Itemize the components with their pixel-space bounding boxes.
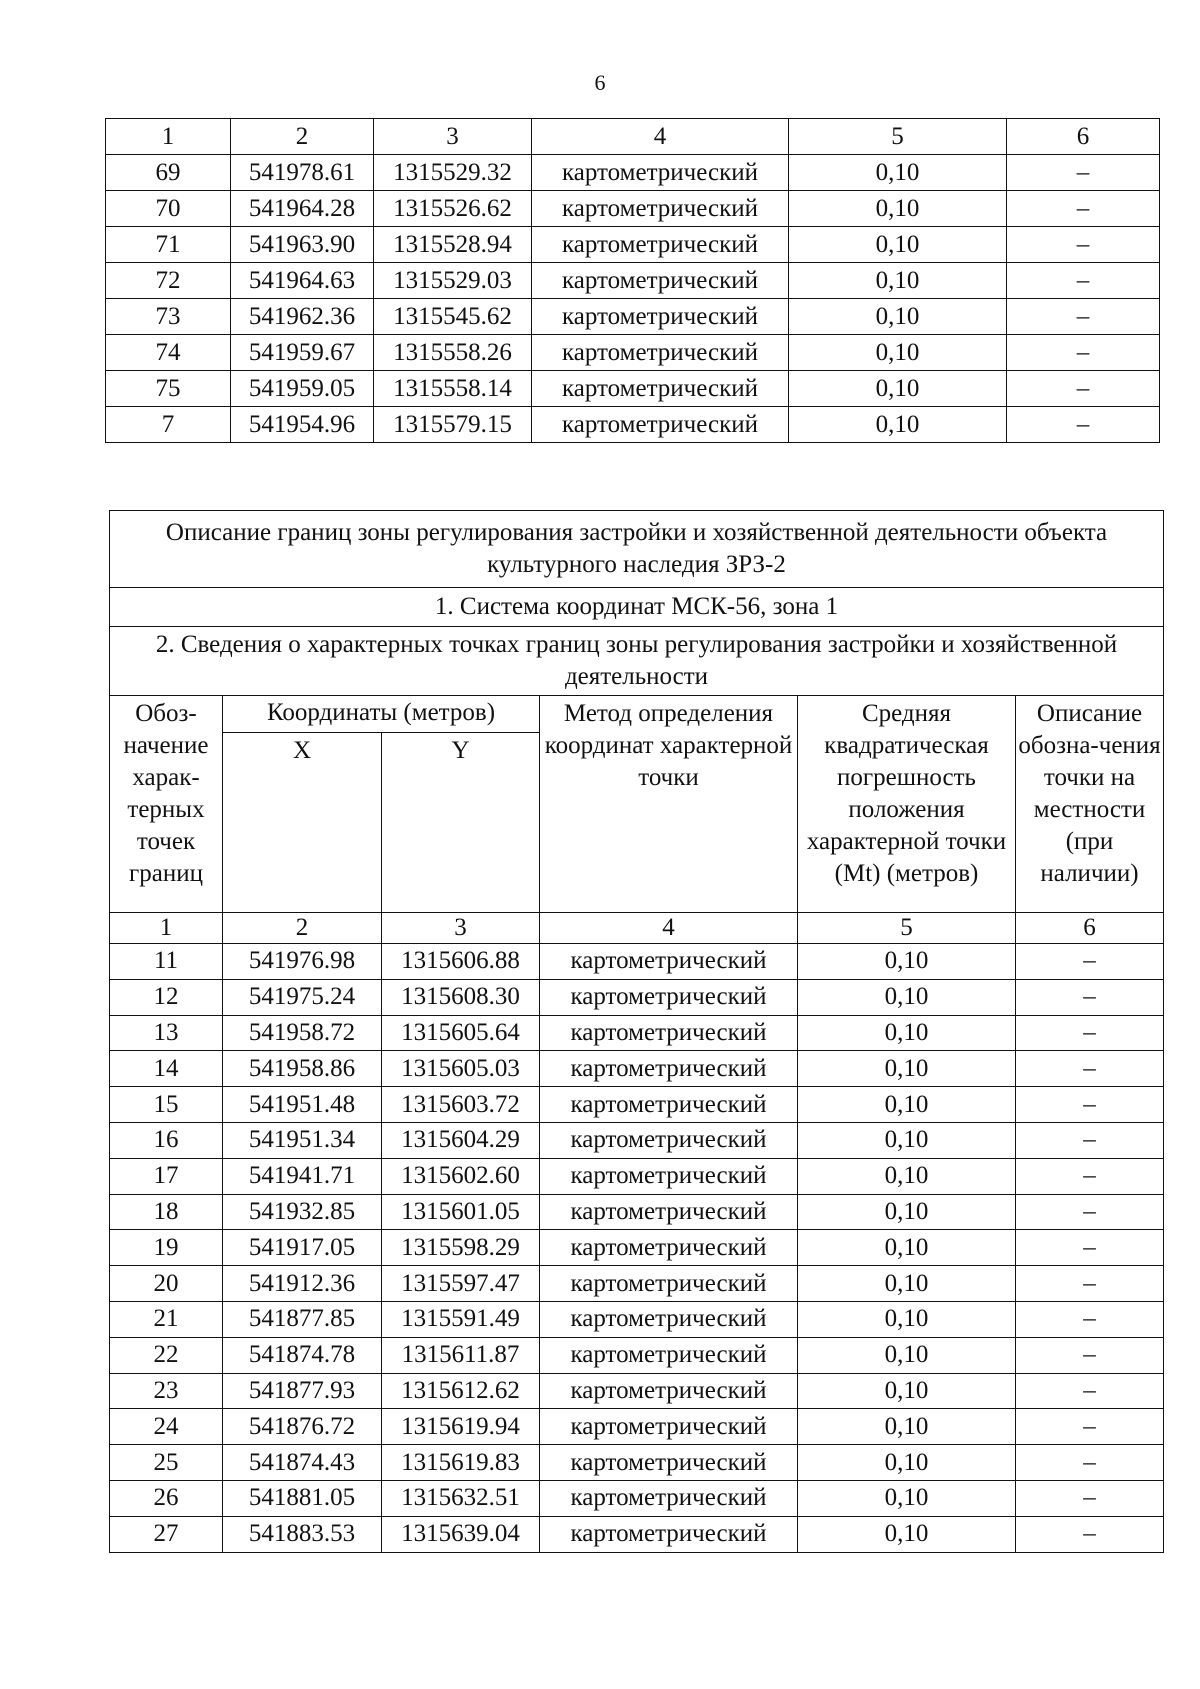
x-cell: 541963.90 — [231, 227, 374, 263]
point-cell: 70 — [106, 191, 231, 227]
column-index: 2 — [223, 913, 382, 944]
error-cell: 0,10 — [798, 1445, 1016, 1481]
x-cell: 541958.86 — [223, 1051, 382, 1087]
y-cell: 1315526.62 — [374, 191, 532, 227]
column-index: 6 — [1016, 913, 1164, 944]
table-row — [110, 1301, 1164, 1337]
point-cell: 20 — [110, 1266, 223, 1302]
point-cell: 24 — [110, 1409, 223, 1445]
header-point: Обоз-начение харак-терных точек границ — [110, 696, 223, 913]
method-cell: картометрический — [532, 227, 789, 263]
y-cell: 1315608.30 — [382, 979, 540, 1015]
y-cell: 1315604.29 — [382, 1122, 540, 1158]
point-cell: 14 — [110, 1051, 223, 1087]
description-cell: – — [1016, 1337, 1164, 1373]
method-cell: картометрический — [532, 263, 789, 299]
point-cell: 73 — [106, 299, 231, 335]
error-cell: 0,10 — [798, 1015, 1016, 1051]
method-cell: картометрический — [540, 979, 798, 1015]
point-cell: 23 — [110, 1373, 223, 1409]
description-cell: – — [1016, 1301, 1164, 1337]
point-cell: 74 — [106, 335, 231, 371]
error-cell: 0,10 — [798, 944, 1016, 980]
method-cell: картометрический — [532, 371, 789, 407]
error-cell: 0,10 — [789, 299, 1007, 335]
method-cell: картометрический — [540, 1158, 798, 1194]
description-cell: – — [1007, 407, 1160, 443]
point-cell: 26 — [110, 1480, 223, 1516]
x-cell: 541883.53 — [223, 1516, 382, 1552]
table-body — [110, 944, 1164, 1553]
x-cell: 541874.43 — [223, 1445, 382, 1481]
description-cell: – — [1016, 1409, 1164, 1445]
description-cell: – — [1016, 944, 1164, 980]
error-cell: 0,10 — [789, 263, 1007, 299]
error-cell: 0,10 — [798, 1194, 1016, 1230]
table-row — [110, 1230, 1164, 1266]
y-cell: 1315528.94 — [374, 227, 532, 263]
y-cell: 1315529.03 — [374, 263, 532, 299]
column-index: 5 — [798, 913, 1016, 944]
table-row — [110, 1122, 1164, 1158]
method-cell: картометрический — [540, 1194, 798, 1230]
point-cell: 18 — [110, 1194, 223, 1230]
table-row — [106, 335, 1160, 371]
header-error: Средняя квадратическая погрешность положения характерной точки (Mt) (метров) — [798, 696, 1016, 913]
column-index: 3 — [382, 913, 540, 944]
y-cell: 1315529.32 — [374, 155, 532, 191]
header-method: Метод определения координат характерной точки — [540, 696, 798, 913]
table-row — [110, 1445, 1164, 1481]
description-cell: – — [1007, 227, 1160, 263]
table-row — [106, 371, 1160, 407]
x-cell: 541959.05 — [231, 371, 374, 407]
error-cell: 0,10 — [798, 1266, 1016, 1302]
x-cell: 541964.63 — [231, 263, 374, 299]
x-cell: 541874.78 — [223, 1337, 382, 1373]
y-cell: 1315597.47 — [382, 1266, 540, 1302]
table-row — [110, 944, 1164, 980]
table-row — [106, 155, 1160, 191]
y-cell: 1315558.26 — [374, 335, 532, 371]
column-index: 1 — [106, 119, 231, 155]
method-cell: картометрический — [532, 407, 789, 443]
point-cell: 17 — [110, 1158, 223, 1194]
y-cell: 1315612.62 — [382, 1373, 540, 1409]
table-row — [110, 1373, 1164, 1409]
y-cell: 1315639.04 — [382, 1516, 540, 1552]
error-cell: 0,10 — [798, 1158, 1016, 1194]
error-cell: 0,10 — [798, 1516, 1016, 1552]
x-cell: 541958.72 — [223, 1015, 382, 1051]
method-cell: картометрический — [540, 1445, 798, 1481]
table-row — [110, 1015, 1164, 1051]
point-cell: 69 — [106, 155, 231, 191]
description-cell: – — [1007, 371, 1160, 407]
table-row — [110, 979, 1164, 1015]
x-cell: 541932.85 — [223, 1194, 382, 1230]
method-cell: картометрический — [532, 155, 789, 191]
description-cell: – — [1016, 1051, 1164, 1087]
table-row — [110, 1266, 1164, 1302]
error-cell: 0,10 — [798, 1122, 1016, 1158]
table-title: Описание границ зоны регулирования застройки и хозяйственной деятельности объекта культурного наследия ЗРЗ-2 — [110, 511, 1164, 588]
table-row — [110, 1409, 1164, 1445]
point-cell: 15 — [110, 1087, 223, 1123]
y-cell: 1315605.64 — [382, 1015, 540, 1051]
table-row — [110, 1480, 1164, 1516]
x-cell: 541954.96 — [231, 407, 374, 443]
x-cell: 541912.36 — [223, 1266, 382, 1302]
y-cell: 1315579.15 — [374, 407, 532, 443]
description-cell: – — [1016, 1516, 1164, 1552]
method-cell: картометрический — [540, 944, 798, 980]
y-cell: 1315603.72 — [382, 1087, 540, 1123]
method-cell: картометрический — [540, 1051, 798, 1087]
error-cell: 0,10 — [789, 335, 1007, 371]
method-cell: картометрический — [540, 1087, 798, 1123]
table-row — [106, 299, 1160, 335]
error-cell: 0,10 — [798, 1480, 1016, 1516]
point-cell: 21 — [110, 1301, 223, 1337]
header-row — [110, 696, 1164, 733]
y-cell: 1315545.62 — [374, 299, 532, 335]
description-cell: – — [1007, 299, 1160, 335]
error-cell: 0,10 — [789, 371, 1007, 407]
method-cell: картометрический — [540, 1516, 798, 1552]
x-cell: 541941.71 — [223, 1158, 382, 1194]
x-cell: 541959.67 — [231, 335, 374, 371]
x-cell: 541964.28 — [231, 191, 374, 227]
table-row — [106, 191, 1160, 227]
error-cell: 0,10 — [798, 1051, 1016, 1087]
y-cell: 1315619.94 — [382, 1409, 540, 1445]
table-row — [106, 407, 1160, 443]
y-cell: 1315558.14 — [374, 371, 532, 407]
method-cell: картометрический — [540, 1230, 798, 1266]
description-cell: – — [1016, 1266, 1164, 1302]
method-cell: картометрический — [540, 1122, 798, 1158]
point-cell: 27 — [110, 1516, 223, 1552]
zone-boundary-table — [109, 510, 1164, 1553]
error-cell: 0,10 — [798, 1230, 1016, 1266]
error-cell: 0,10 — [798, 979, 1016, 1015]
error-cell: 0,10 — [798, 1409, 1016, 1445]
header-description: Описание обозна-чения точки на местности (при наличии) — [1016, 696, 1164, 913]
description-cell: – — [1007, 335, 1160, 371]
error-cell: 0,10 — [789, 191, 1007, 227]
table-row — [110, 1337, 1164, 1373]
point-cell: 25 — [110, 1445, 223, 1481]
error-cell: 0,10 — [789, 155, 1007, 191]
error-cell: 0,10 — [798, 1337, 1016, 1373]
y-cell: 1315591.49 — [382, 1301, 540, 1337]
method-cell: картометрический — [540, 1266, 798, 1302]
y-cell: 1315632.51 — [382, 1480, 540, 1516]
x-cell: 541876.72 — [223, 1409, 382, 1445]
x-cell: 541951.48 — [223, 1087, 382, 1123]
method-cell: картометрический — [540, 1480, 798, 1516]
column-index: 6 — [1007, 119, 1160, 155]
coordinate-system: 1. Система координат МСК-56, зона 1 — [110, 588, 1164, 627]
x-cell: 541877.93 — [223, 1373, 382, 1409]
description-cell: – — [1016, 1015, 1164, 1051]
description-cell: – — [1007, 155, 1160, 191]
column-index: 3 — [374, 119, 532, 155]
coordinates-table-continued — [105, 118, 1160, 443]
description-cell: – — [1016, 1122, 1164, 1158]
description-cell: – — [1016, 1480, 1164, 1516]
point-cell: 13 — [110, 1015, 223, 1051]
header-y: Y — [382, 733, 540, 913]
error-cell: 0,10 — [789, 227, 1007, 263]
description-cell: – — [1016, 1194, 1164, 1230]
description-cell: – — [1016, 1087, 1164, 1123]
description-cell: – — [1016, 1158, 1164, 1194]
table-row — [110, 1158, 1164, 1194]
column-index: 2 — [231, 119, 374, 155]
y-cell: 1315598.29 — [382, 1230, 540, 1266]
description-cell: – — [1007, 263, 1160, 299]
column-index-row — [110, 913, 1164, 944]
x-cell: 541877.85 — [223, 1301, 382, 1337]
point-cell: 71 — [106, 227, 231, 263]
method-cell: картометрический — [540, 1409, 798, 1445]
method-cell: картометрический — [540, 1015, 798, 1051]
point-cell: 75 — [106, 371, 231, 407]
method-cell: картометрический — [540, 1301, 798, 1337]
column-index: 4 — [532, 119, 789, 155]
table-row — [110, 1194, 1164, 1230]
section-heading: 2. Сведения о характерных точках границ зоны регулирования застройки и хозяйственной деятельности — [110, 627, 1164, 696]
x-cell: 541881.05 — [223, 1480, 382, 1516]
description-cell: – — [1016, 979, 1164, 1015]
column-index: 4 — [540, 913, 798, 944]
table-row — [106, 263, 1160, 299]
point-cell: 11 — [110, 944, 223, 980]
point-cell: 22 — [110, 1337, 223, 1373]
y-cell: 1315605.03 — [382, 1051, 540, 1087]
y-cell: 1315611.87 — [382, 1337, 540, 1373]
table-row — [110, 1087, 1164, 1123]
x-cell: 541976.98 — [223, 944, 382, 980]
column-index: 5 — [789, 119, 1007, 155]
description-cell: – — [1007, 191, 1160, 227]
x-cell: 541962.36 — [231, 299, 374, 335]
x-cell: 541975.24 — [223, 979, 382, 1015]
error-cell: 0,10 — [789, 407, 1007, 443]
error-cell: 0,10 — [798, 1373, 1016, 1409]
method-cell: картометрический — [532, 191, 789, 227]
y-cell: 1315619.83 — [382, 1445, 540, 1481]
column-index: 1 — [110, 913, 223, 944]
description-cell: – — [1016, 1373, 1164, 1409]
x-cell: 541978.61 — [231, 155, 374, 191]
method-cell: картометрический — [540, 1337, 798, 1373]
point-cell: 7 — [106, 407, 231, 443]
description-cell: – — [1016, 1445, 1164, 1481]
y-cell: 1315602.60 — [382, 1158, 540, 1194]
page-number: 6 — [594, 70, 606, 95]
table-row — [106, 227, 1160, 263]
header-x: X — [223, 733, 382, 913]
point-cell: 19 — [110, 1230, 223, 1266]
method-cell: картометрический — [540, 1373, 798, 1409]
table-row — [110, 1516, 1164, 1552]
column-index-row — [106, 119, 1160, 155]
table-row — [110, 1051, 1164, 1087]
method-cell: картометрический — [532, 299, 789, 335]
point-cell: 12 — [110, 979, 223, 1015]
x-cell: 541917.05 — [223, 1230, 382, 1266]
table-body — [106, 155, 1160, 443]
x-cell: 541951.34 — [223, 1122, 382, 1158]
description-cell: – — [1016, 1230, 1164, 1266]
method-cell: картометрический — [532, 335, 789, 371]
point-cell: 72 — [106, 263, 231, 299]
error-cell: 0,10 — [798, 1301, 1016, 1337]
header-coordinates: Координаты (метров) — [223, 696, 540, 733]
y-cell: 1315601.05 — [382, 1194, 540, 1230]
y-cell: 1315606.88 — [382, 944, 540, 980]
point-cell: 16 — [110, 1122, 223, 1158]
error-cell: 0,10 — [798, 1087, 1016, 1123]
